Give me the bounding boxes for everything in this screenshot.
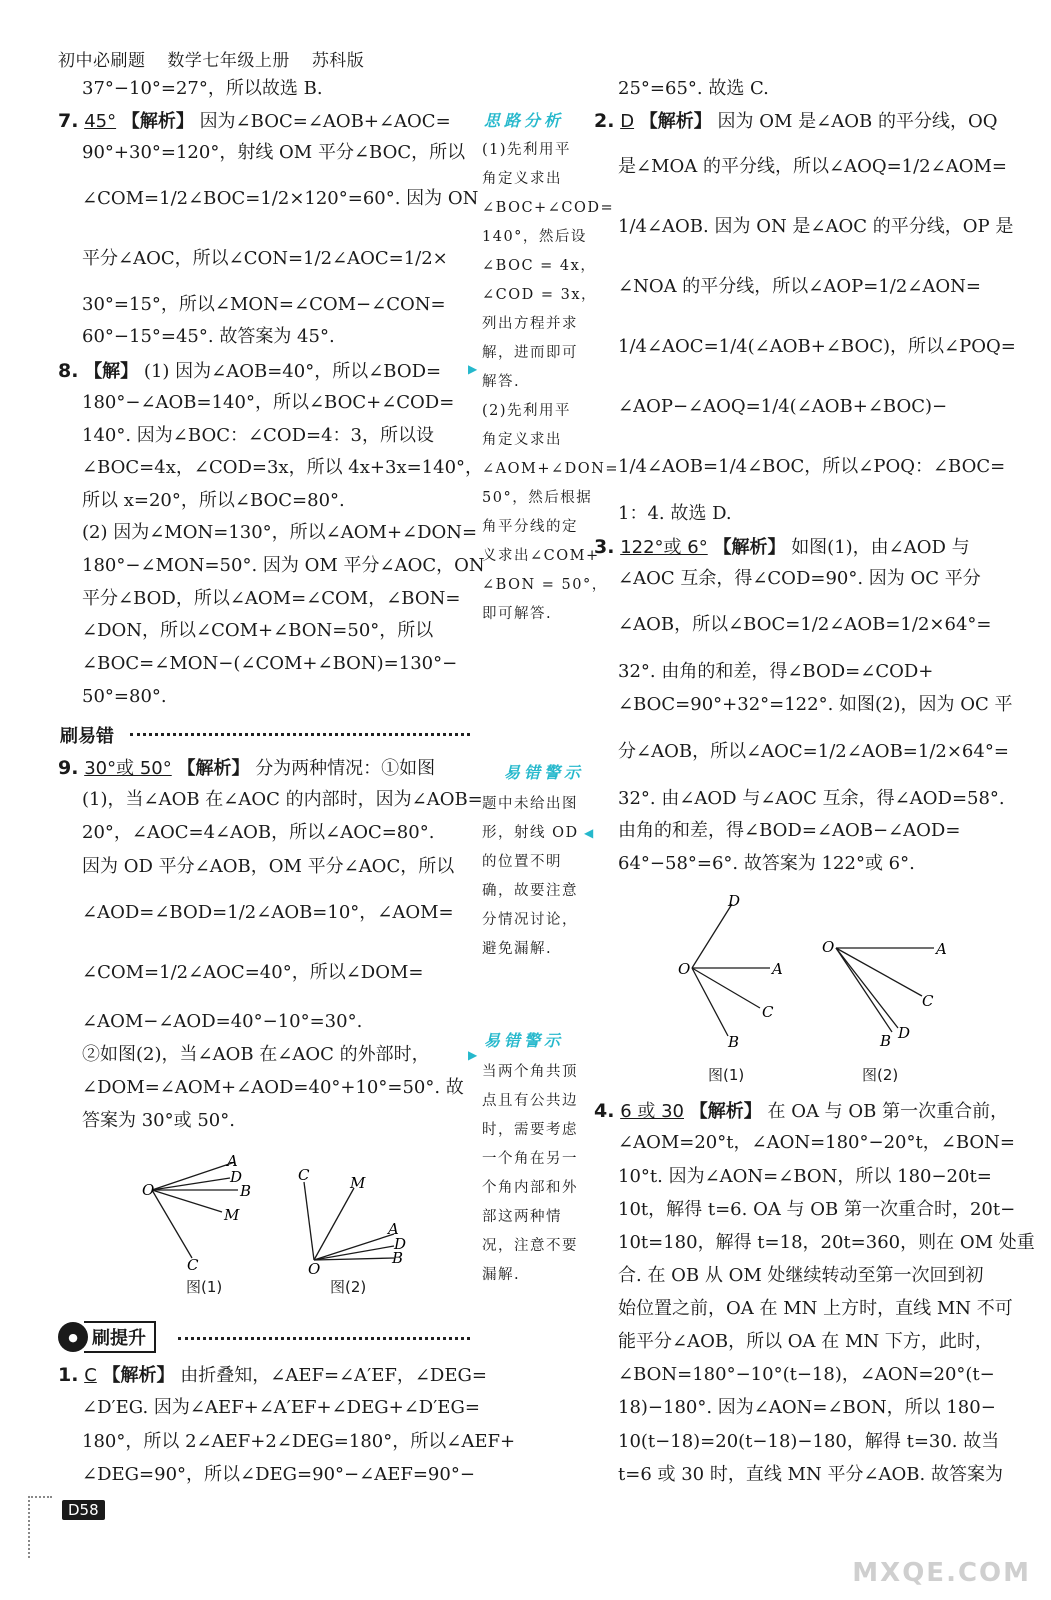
side-line: 解，进而即可 — [482, 345, 578, 361]
question-7-head — [58, 110, 451, 133]
side-line: 确，故要注意 — [482, 883, 578, 899]
side-note-3 — [482, 1058, 578, 1290]
label: B — [880, 1032, 892, 1048]
text-line: 由折叠知，∠AEF=∠A′EF，∠DEG= — [180, 1365, 487, 1386]
text-line: ∠BOC=∠MON−(∠COM+∠BON)=130°− — [82, 653, 458, 674]
figure-caption: 图(2) — [862, 1066, 899, 1084]
label: B — [392, 1249, 404, 1267]
text-line: 180°−∠AOB=140°，所以∠BOC+∠COD= — [82, 392, 455, 413]
label: A — [936, 940, 947, 958]
text-line: ∠AOP−∠AOQ=1/4(∠AOB+∠BOC)− — [618, 396, 948, 417]
header-edition: 苏科版 — [311, 51, 365, 71]
banner-icon: ● — [58, 1322, 88, 1352]
ray-oc — [304, 1182, 314, 1260]
text-line: 所以 x=20°，所以∠BOC=80°. — [82, 490, 345, 511]
analysis-tag: 【解析】 — [102, 1365, 175, 1386]
text-line: 18)−180°. 因为∠AON=∠BON，所以 180− — [618, 1397, 996, 1418]
pointer-arrow-icon: ◀ — [584, 826, 594, 840]
side-line: 题中未给出图 — [482, 796, 578, 812]
text-line: ∠COM=1/2∠BOC=1/2×120°=60°. 因为 ON — [82, 188, 479, 209]
side-line: ∠AOM+∠DON= — [482, 461, 620, 477]
figure-caption: 图(1) — [708, 1066, 745, 1084]
text-line: ∠DOM=∠AOM+∠AOD=40°+10°=50°. 故 — [82, 1077, 464, 1098]
ray-oa — [152, 1162, 235, 1190]
text-line: 能平分∠AOB，所以 OA 在 MN 下方，此时， — [618, 1331, 993, 1352]
ray-od — [836, 948, 892, 1032]
watermark: MXQE.COM — [852, 1558, 1031, 1588]
text-line: 由角的和差，得∠BOD=∠AOB−∠AOD= — [618, 820, 961, 841]
ray-oc — [836, 948, 922, 996]
side-line: 时，需要考虑 — [482, 1122, 578, 1138]
text-line: 分为两种情况：①如图 — [255, 758, 436, 779]
label: M — [350, 1174, 366, 1192]
text-line: 因为∠BOC=∠AOB+∠AOC= — [199, 111, 451, 132]
text-line: 1/4∠AOC=1/4(∠AOB+∠BOC)，所以∠POQ= — [618, 336, 1016, 357]
text-line: 10(t−18)=20(t−18)−180，解得 t=30. 故当 — [618, 1431, 1000, 1452]
text-line: 在 OA 与 OB 第一次重合前， — [767, 1101, 1009, 1122]
side-line: 角定义求出 — [482, 432, 562, 448]
label: B — [240, 1182, 252, 1200]
text-line: ∠BOC=4x，∠COD=3x，所以 4x+3x=140°， — [82, 457, 484, 478]
text-line: 140°. 因为∠BOC：∠COD=4：3，所以设 — [82, 425, 435, 446]
analysis-tag: 【解析】 — [639, 111, 712, 132]
text-line: 64°−58°=6°. 故答案为 122°或 6°. — [618, 853, 915, 874]
label: B — [728, 1033, 740, 1050]
text-line: ∠BON=180°−10°(t−18)，∠AON=20°(t− — [618, 1364, 995, 1385]
section-banner — [58, 1322, 156, 1352]
side-line: 部这两种情 — [482, 1209, 562, 1225]
text-line: ∠AOD=∠BOD=1/2∠AOB=10°，∠AOM= — [82, 902, 454, 923]
question-number: 7. — [58, 110, 79, 132]
side-line: 50°，然后根据 — [482, 490, 593, 506]
page-number-badge: D58 — [62, 1500, 105, 1520]
text-line: (2) 因为∠MON=130°，所以∠AOM+∠DON= — [82, 522, 478, 543]
text-line: 32°. 由角的和差，得∠BOD=∠COD+ — [618, 661, 934, 682]
answer: 6 或 30 — [620, 1101, 684, 1122]
text-line: 180°，所以 2∠AEF+2∠DEG=180°，所以∠AEF+ — [82, 1431, 516, 1452]
text-line: 因为 OD 平分∠AOB，OM 平分∠AOC，所以 — [82, 856, 455, 877]
side-line: 况，注意不要 — [482, 1238, 578, 1254]
analysis-tag: 【解】 — [84, 361, 139, 382]
question-4-head — [594, 1100, 1008, 1123]
side-line: 解答. — [482, 374, 521, 390]
text-line: 1：4. 故选 D. — [618, 503, 732, 524]
side-line: 点且有公共边 — [482, 1093, 578, 1109]
side-line: 即可解答. — [482, 606, 553, 622]
section-divider — [130, 733, 470, 736]
text-line: 1/4∠AOB. 因为 ON 是∠AOC 的平分线，OP 是 — [618, 216, 1014, 237]
side-line: ∠BON = 50°， — [482, 577, 608, 593]
text-line: ∠AOM−∠AOD=40°−10°=30°. — [82, 1011, 363, 1032]
side-line: 角平分线的定 — [482, 519, 578, 535]
side-line: 列出方程并求 — [482, 316, 578, 332]
answer: D — [620, 111, 635, 132]
text-line: (1)，当∠AOB 在∠AOC 的内部时，因为∠AOB= — [82, 789, 483, 810]
figure-right-2 — [816, 928, 956, 1048]
text-line: ∠DEG=90°，所以∠DEG=90°−∠AEF=90°− — [82, 1464, 475, 1485]
text-line: 30°=15°，所以∠MON=∠COM−∠CON= — [82, 294, 446, 315]
figure-caption: 图(2) — [330, 1278, 367, 1296]
label: D — [728, 892, 741, 910]
text-line: 分∠AOB，所以∠AOC=1/2∠AOB=1/2×64°= — [618, 741, 1009, 762]
label: O — [308, 1260, 321, 1278]
side-line: ∠BOC = 4x， — [482, 258, 597, 274]
banner-label: 刷提升 — [84, 1321, 156, 1353]
question-number: 4. — [594, 1100, 615, 1122]
side-title-warning-1: 易错警示 — [504, 763, 585, 782]
side-line: 避免漏解. — [482, 941, 553, 957]
pointer-arrow-icon: ▶ — [468, 362, 478, 376]
side-line: 140°，然后设 — [482, 229, 587, 245]
ray-od — [692, 904, 732, 968]
question-8-head — [58, 360, 441, 383]
text-line: ∠DON，所以∠COM+∠BON=50°，所以 — [82, 620, 434, 641]
text-line: 如图(1)，由∠AOD 与 — [791, 537, 970, 558]
analysis-tag: 【解析】 — [713, 537, 786, 558]
text-line: ②如图(2)，当∠AOB 在∠AOC 的外部时， — [82, 1044, 430, 1065]
text-line: 60°−15°=45°. 故答案为 45°. — [82, 326, 335, 347]
question-number: 1. — [58, 1364, 79, 1386]
text-line: 20°，∠AOC=4∠AOB，所以∠AOC=80°. — [82, 822, 435, 843]
label: M — [224, 1206, 240, 1224]
text-line: 是∠MOA 的平分线，所以∠AOQ=1/2∠AOM= — [618, 156, 1007, 177]
side-line: 漏解. — [482, 1267, 521, 1283]
label: A — [772, 960, 783, 978]
side-line: 当两个角共顶 — [482, 1064, 578, 1080]
text-line: 50°=80°. — [82, 686, 167, 707]
text-line: 10°t. 因为∠AON=∠BON，所以 180−20t= — [618, 1166, 992, 1187]
text-line: ∠BOC=90°+32°=122°. 如图(2)，因为 OC 平 — [618, 694, 1013, 715]
page-corner-decoration — [28, 1496, 52, 1558]
ray-ob — [836, 948, 898, 1028]
label: A — [388, 1220, 399, 1238]
side-line: 一个角在另一 — [482, 1151, 578, 1167]
text-line: t=6 或 30 时，直线 MN 平分∠AOB. 故答案为 — [618, 1464, 1003, 1485]
text-line: 始位置之前，OA 在 MN 上方时，直线 MN 不可 — [618, 1298, 1013, 1319]
side-line: ∠BOC+∠COD= — [482, 200, 615, 216]
question-3-head — [594, 536, 970, 559]
side-title-thinking: 思路分析 — [484, 111, 565, 130]
side-title-warning-2: 易错警示 — [484, 1031, 565, 1050]
question-1-head — [58, 1364, 487, 1387]
answer: 122°或 6° — [620, 537, 708, 558]
text-line: 10t，解得 t=6. OA 与 OB 第一次重合时，20t− — [618, 1199, 1016, 1220]
right-line-0: 25°=65°. 故选 C. — [618, 78, 769, 99]
header-book: 初中必刷题 — [58, 51, 146, 71]
side-note-2 — [482, 790, 579, 964]
section-easy-mistakes: 刷易错 — [60, 726, 114, 747]
text-line: (1) 因为∠AOB=40°，所以∠BOD= — [143, 361, 442, 382]
question-2-head — [594, 110, 997, 133]
analysis-tag: 【解析】 — [121, 111, 194, 132]
label: C — [187, 1256, 199, 1274]
label: C — [762, 1003, 774, 1021]
text-line: 因为 OM 是∠AOB 的平分线，OQ — [717, 111, 998, 132]
text-line: 10t=180，解得 t=18，20t=360，则在 OM 处重 — [618, 1232, 1035, 1253]
text-line: ∠NOA 的平分线，所以∠AOP=1/2∠AON= — [618, 276, 981, 297]
question-9-head — [58, 757, 435, 780]
text-line: 答案为 30°或 50°. — [82, 1110, 235, 1131]
figure-left-1 — [130, 1150, 290, 1280]
side-line: (1)先利用平 — [482, 142, 572, 158]
answer: 30°或 50° — [84, 758, 172, 779]
text-line: ∠D′EG. 因为∠AEF+∠A′EF+∠DEG+∠D′EG= — [82, 1397, 480, 1418]
analysis-tag: 【解析】 — [689, 1101, 762, 1122]
text-line: ∠AOM=20°t，∠AON=180°−20°t，∠BON= — [618, 1132, 1015, 1153]
side-line: 角定义求出 — [482, 171, 562, 187]
label: D — [394, 1235, 407, 1253]
side-line: 分情况讨论， — [482, 912, 578, 928]
text-line: 180°−∠MON=50°. 因为 OM 平分∠AOC，ON — [82, 555, 485, 576]
label: O — [822, 938, 835, 956]
label: A — [227, 1152, 238, 1170]
text-line: 平分∠BOD，所以∠AOM=∠COM，∠BON= — [82, 588, 461, 609]
text-line: 1/4∠AOB=1/4∠BOC，所以∠POQ：∠BOC= — [618, 456, 1006, 477]
ray-od — [152, 1178, 230, 1190]
label: O — [142, 1181, 155, 1199]
label: D — [898, 1024, 911, 1042]
figure-caption: 图(1) — [186, 1278, 223, 1296]
side-line: (2)先利用平 — [482, 403, 572, 419]
label: O — [678, 960, 691, 978]
side-line: 的位置不明 — [482, 854, 562, 870]
answer: 45° — [84, 111, 117, 132]
label: C — [298, 1166, 310, 1184]
text-line: ∠AOC 互余，得∠COD=90°. 因为 OC 平分 — [618, 568, 981, 589]
answer: C — [84, 1365, 97, 1386]
text-line: 合. 在 OB 从 OM 处继续转动至第一次回到初 — [618, 1265, 984, 1286]
figure-right-1 — [670, 890, 800, 1050]
side-line: 个角内部和外 — [482, 1180, 578, 1196]
side-line: 义求出∠COM+ — [482, 548, 600, 564]
text-line: 32°. 由∠AOD 与∠AOC 互余，得∠AOD=58°. — [618, 788, 1005, 809]
question-number: 3. — [594, 536, 615, 558]
question-number: 9. — [58, 757, 79, 779]
text-line: ∠COM=1/2∠AOC=40°，所以∠DOM= — [82, 962, 424, 983]
question-number: 8. — [58, 360, 79, 382]
label: D — [230, 1168, 243, 1186]
side-line: 形，射线 OD — [482, 825, 579, 841]
figure-left-2 — [290, 1160, 420, 1280]
text-line: ∠AOB，所以∠BOC=1/2∠AOB=1/2×64°= — [618, 614, 992, 635]
side-line: ∠COD = 3x， — [482, 287, 598, 303]
analysis-tag: 【解析】 — [177, 758, 250, 779]
banner-divider — [178, 1337, 470, 1340]
header-subject: 数学七年级上册 — [167, 51, 290, 71]
text-line: 90°+30°=120°，射线 OM 平分∠BOC，所以 — [82, 142, 466, 163]
text-line: 平分∠AOC，所以∠CON=1/2∠AOC=1/2× — [82, 248, 448, 269]
left-line-0: 37°−10°=27°，所以故选 B. — [82, 78, 323, 99]
label: C — [922, 992, 934, 1010]
question-number: 2. — [594, 110, 615, 132]
page-header — [58, 46, 380, 71]
pointer-arrow-icon: ▶ — [468, 1048, 478, 1062]
